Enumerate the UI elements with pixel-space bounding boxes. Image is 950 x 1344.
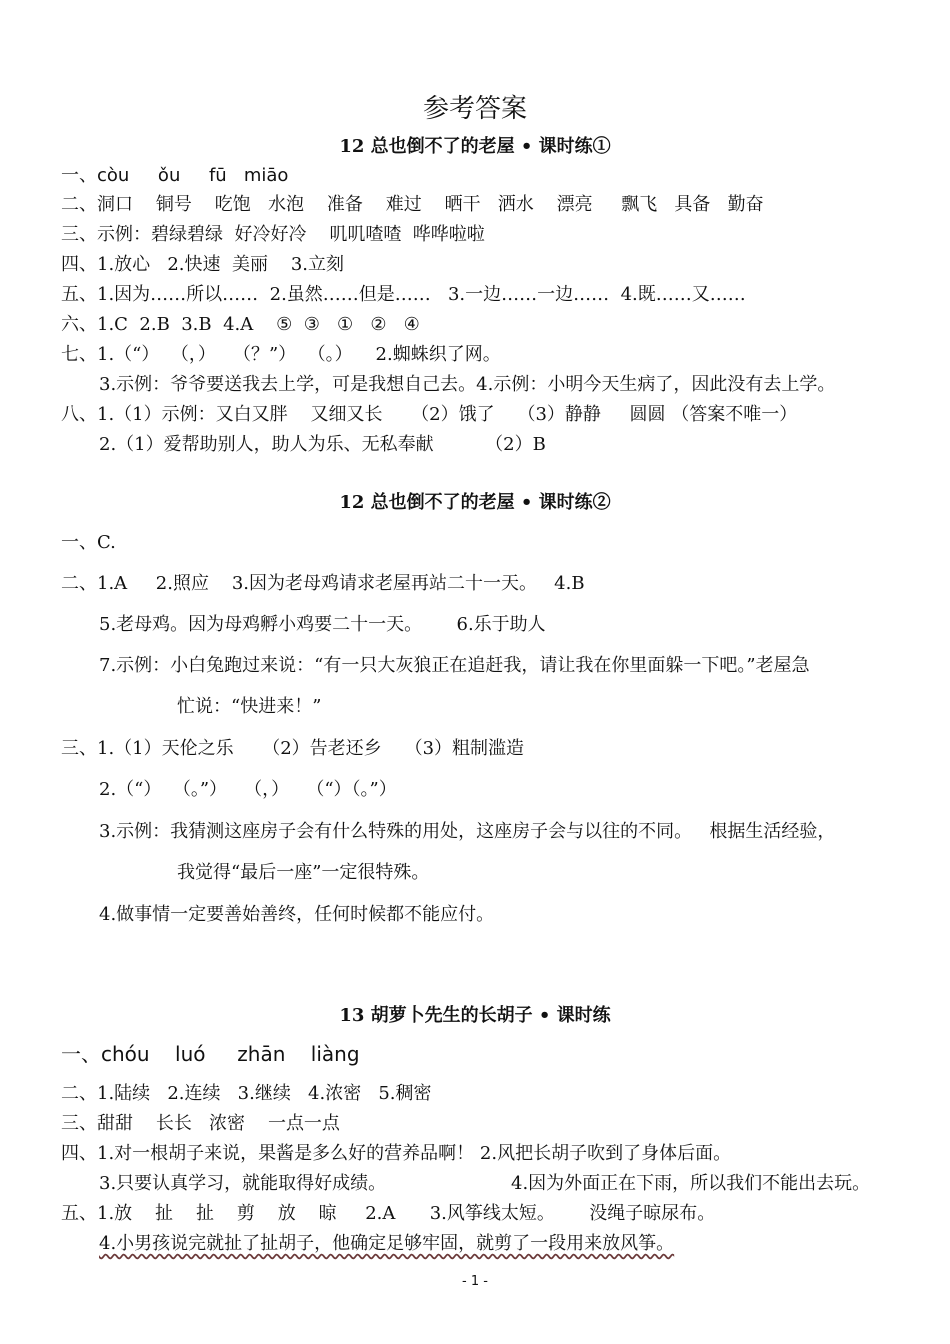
answer-line: 六、1.C 2.B 3.B 4.A ⑤ ③ ① ② ④	[61, 314, 420, 335]
answer-line: 一、còu ǒu fū miāo	[61, 165, 289, 186]
section-heading-2: 12 总也倒不了的老屋 • 课时练②	[339, 492, 611, 513]
answer-line: 七、1.（“） （，） （？”） （。） 2.蜘蛛织了网。	[61, 344, 501, 365]
section-heading-3: 13 胡萝卜先生的长胡子 • 课时练	[339, 1005, 611, 1026]
answer-line-underlined: 4.小男孩说完就扯了扯胡子，他确定足够牢固，就剪了一段用来放风筝。	[99, 1233, 675, 1254]
answer-line: 八、1.（1）示例：又白又胖 又细又长 （2）饿了 （3）静静 圆圆 （答案不唯一）	[61, 404, 798, 425]
page-title: 参考答案	[422, 94, 527, 124]
answer-line: 一、chóu luó zhān liàng	[61, 1042, 360, 1066]
answer-line: 7.示例：小白兔跑过来说：“有一只大灰狼正在追赶我，请让我在你里面躲一下吧。”老屋急	[99, 655, 810, 676]
answer-line: 忙说：“快进来！”	[177, 696, 322, 717]
answer-line: 四、1.放心 2.快速 美丽 3.立刻	[61, 254, 345, 275]
answer-line: 4.因为外面正在下雨，所以我们不能出去玩。	[511, 1173, 871, 1194]
answer-line: 三、1.（1）天伦之乐 （2）告老还乡 （3）粗制滥造	[61, 738, 525, 759]
answer-line: 五、1.放 扯 扯 剪 放 晾 2.A 3.风筝线太短。 没绳子晾尿布。	[61, 1203, 716, 1224]
answer-line: 3.只要认真学习，就能取得好成绩。	[99, 1173, 387, 1194]
answer-line: 三、示例：碧绿碧绿 好冷好冷 叽叽喳喳 哗哗啦啦	[61, 224, 485, 245]
answer-line: 3.示例：我猜测这座房子会有什么特殊的用处，这座房子会与以往的不同。 根据生活经验，	[99, 821, 836, 842]
answer-line: 五、1.因为……所以…… 2.虽然……但是…… 3.一边……一边…… 4.既……又……	[61, 284, 746, 305]
section-heading-1: 12 总也倒不了的老屋 • 课时练①	[339, 136, 611, 157]
answer-line: 2.（“） （。”） （，） （“）（。”）	[99, 779, 397, 800]
answer-line: 一、C.	[61, 532, 116, 553]
page-number: - 1 -	[462, 1274, 488, 1289]
answer-line: 4.做事情一定要善始善终，任何时候都不能应付。	[99, 904, 495, 925]
answer-line: 我觉得“最后一座”一定很特殊。	[177, 862, 430, 883]
answer-line: 3.示例：爷爷要送我去上学，可是我想自己去。4.示例：小明今天生病了，因此没有去上学。	[99, 374, 836, 395]
answer-line: 二、1.陆续 2.连续 3.继续 4.浓密 5.稠密	[61, 1083, 432, 1104]
answer-line: 二、洞口 铜号 吃饱 水泡 准备 难过 晒干 洒水 漂亮 飘飞 具备 勤奋	[61, 194, 764, 215]
answer-line: 四、1.对一根胡子来说，果酱是多么好的营养品啊！ 2.风把长胡子吹到了身体后面。	[61, 1143, 732, 1164]
answer-line: 二、1.A 2.照应 3.因为老母鸡请求老屋再站二十一天。 4.B	[61, 573, 585, 594]
answer-line: 三、甜甜 长长 浓密 一点一点	[61, 1113, 340, 1134]
answer-line: 5.老母鸡。因为母鸡孵小鸡要二十一天。 6.乐于助人	[99, 614, 546, 635]
answer-line: 2.（1）爱帮助别人，助人为乐、无私奉献 （2）B	[99, 434, 546, 455]
